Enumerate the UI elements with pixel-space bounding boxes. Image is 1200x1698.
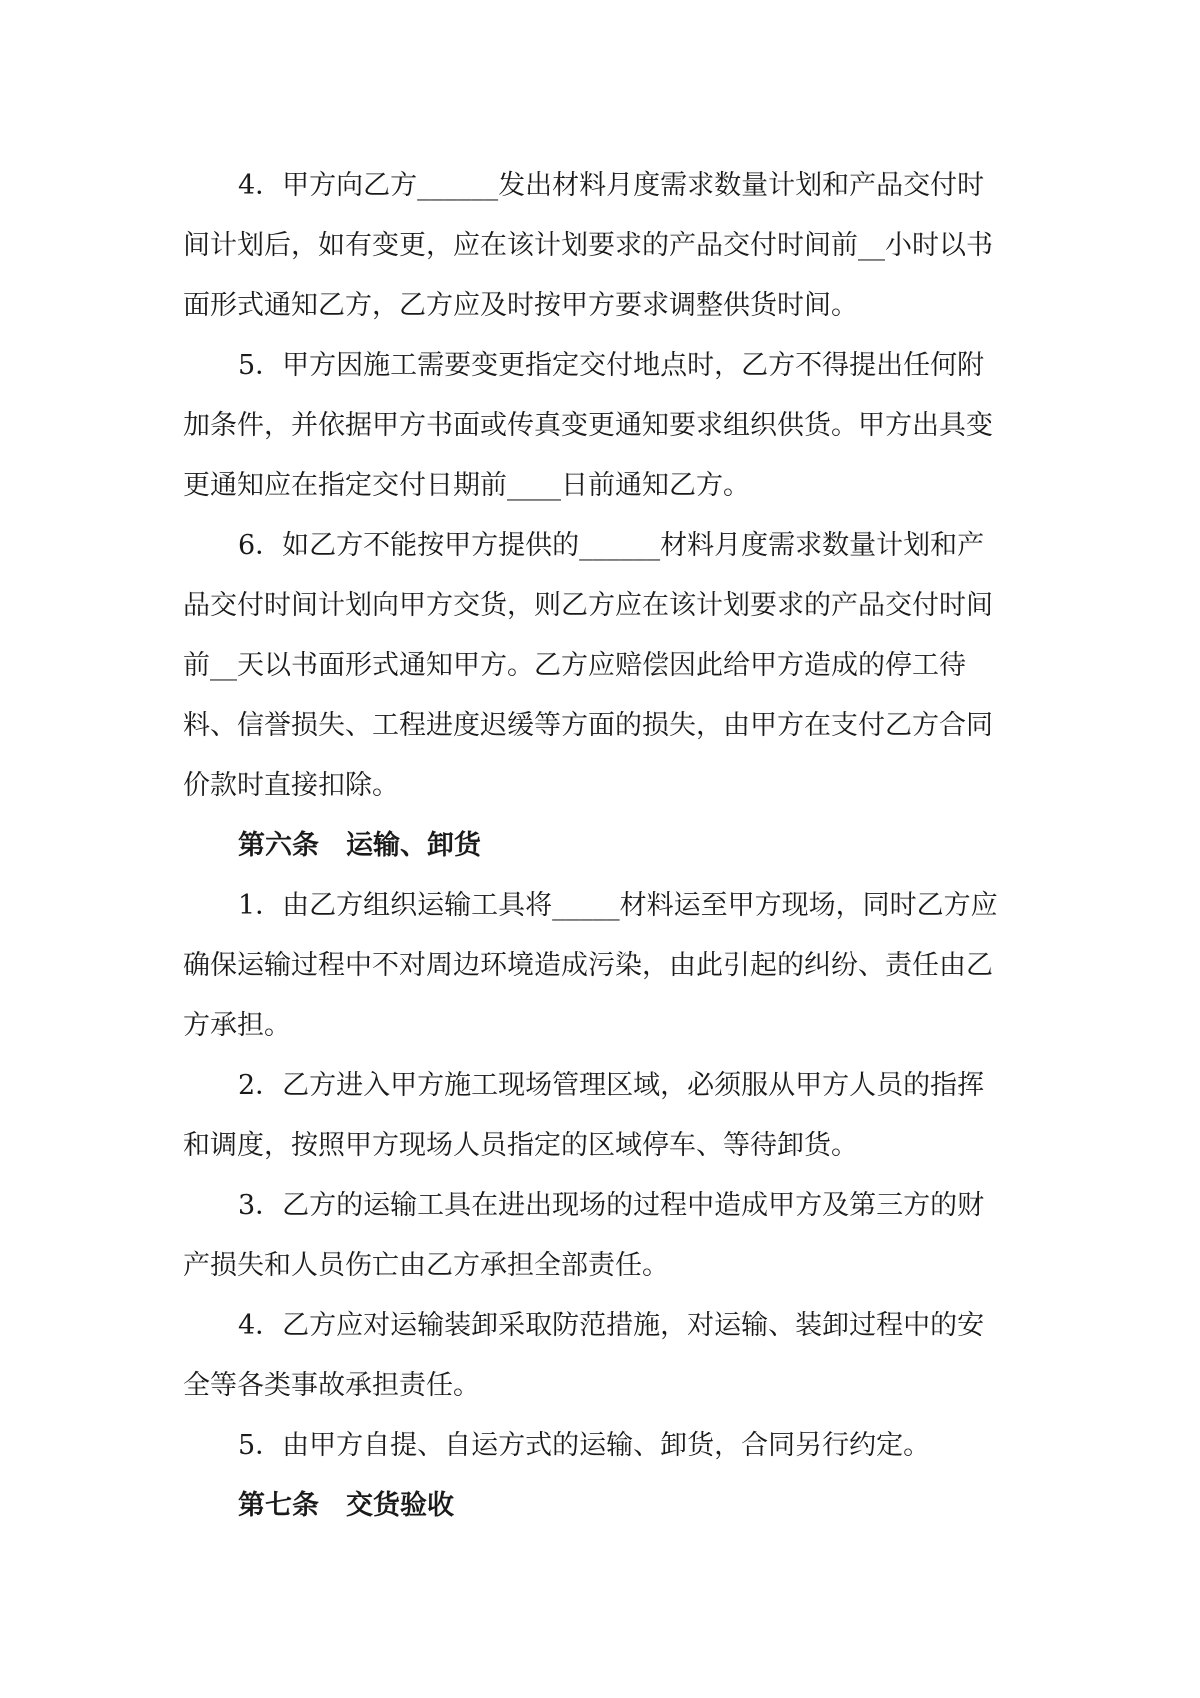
section-heading: 第六条 运输、卸货 [238, 830, 481, 861]
paragraph-line: 2．乙方进入甲方施工现场管理区域，必须服从甲方人员的指挥 [238, 1070, 985, 1101]
paragraph-line: 和调度，按照甲方现场人员指定的区域停车、等待卸货。 [183, 1130, 858, 1161]
paragraph-line: 更通知应在指定交付日期前____日前通知乙方。 [183, 470, 750, 501]
paragraph-line: 面形式通知乙方，乙方应及时按甲方要求调整供货时间。 [183, 290, 858, 321]
paragraph-line: 加条件，并依据甲方书面或传真变更通知要求组织供货。甲方出具变 [183, 410, 993, 441]
paragraph-line: 产损失和人员伤亡由乙方承担全部责任。 [183, 1250, 669, 1281]
paragraph-line: 3．乙方的运输工具在进出现场的过程中造成甲方及第三方的财 [238, 1190, 985, 1221]
paragraph-line: 4．甲方向乙方______发出材料月度需求数量计划和产品交付时 [238, 170, 985, 201]
paragraph-line: 6．如乙方不能按甲方提供的______材料月度需求数量计划和产 [238, 530, 985, 561]
paragraph-line: 5．由甲方自提、自运方式的运输、卸货，合同另行约定。 [238, 1430, 931, 1461]
paragraph-line: 前__天以书面形式通知甲方。乙方应赔偿因此给甲方造成的停工待 [183, 650, 966, 681]
paragraph-line: 1．由乙方组织运输工具将_____材料运至甲方现场，同时乙方应 [238, 890, 998, 921]
paragraph-line: 料、信誉损失、工程进度迟缓等方面的损失，由甲方在支付乙方合同 [183, 710, 993, 741]
paragraph-line: 间计划后，如有变更，应在该计划要求的产品交付时间前__小时以书 [183, 230, 993, 261]
section-heading: 第七条 交货验收 [238, 1490, 454, 1521]
paragraph-line: 5．甲方因施工需要变更指定交付地点时，乙方不得提出任何附 [238, 350, 985, 381]
paragraph-line: 全等各类事故承担责任。 [183, 1370, 480, 1401]
paragraph-line: 品交付时间计划向甲方交货，则乙方应在该计划要求的产品交付时间 [183, 590, 993, 621]
paragraph-line: 方承担。 [183, 1010, 291, 1041]
paragraph-line: 价款时直接扣除。 [183, 770, 399, 801]
paragraph-line: 确保运输过程中不对周边环境造成污染，由此引起的纠纷、责任由乙 [183, 950, 993, 981]
paragraph-line: 4．乙方应对运输装卸采取防范措施，对运输、装卸过程中的安 [238, 1310, 985, 1341]
